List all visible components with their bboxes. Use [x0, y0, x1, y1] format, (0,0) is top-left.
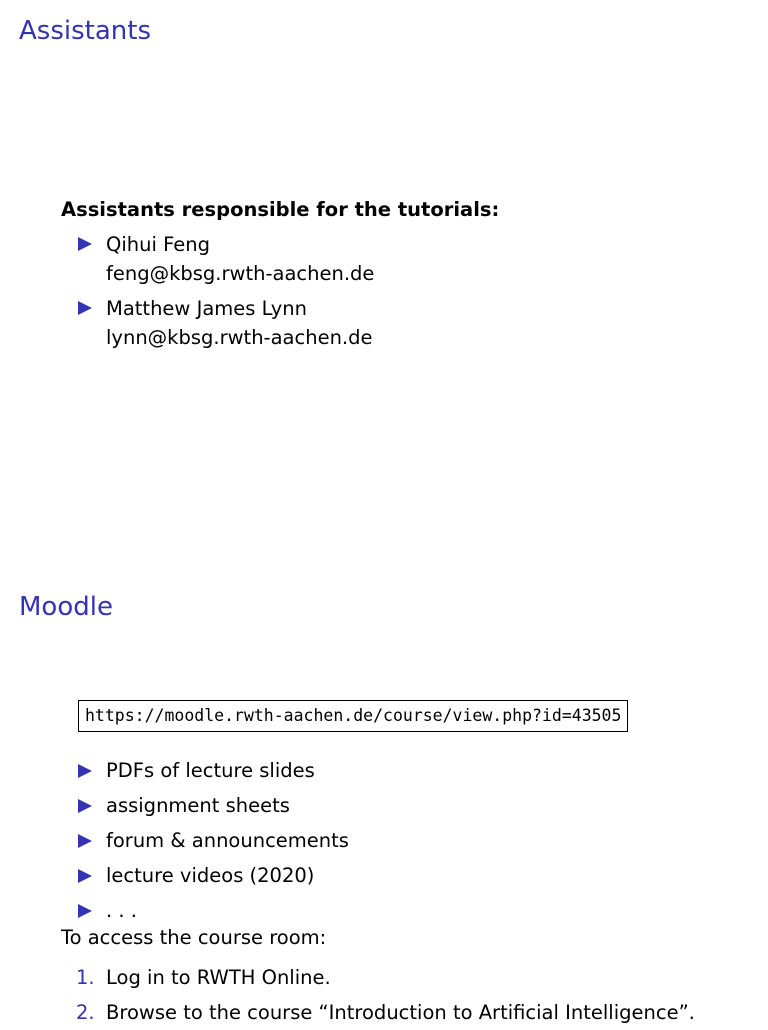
moodle-url-link[interactable]: https://moodle.rwth-aachen.de/course/view.php?id=43505 — [78, 700, 628, 732]
list-item-text: assignment sheets — [106, 794, 290, 817]
assistants-heading: Assistants responsible for the tutorials: — [61, 198, 500, 221]
list-item — [78, 753, 349, 788]
assistant-name: Qihui Feng — [106, 233, 210, 256]
list-item — [78, 788, 349, 823]
moodle-features-list — [78, 753, 349, 928]
assistant-name: Matthew James Lynn — [106, 297, 307, 320]
slide-title: Moodle — [19, 592, 113, 622]
list-item — [78, 230, 374, 288]
assistant-email[interactable]: feng@kbsg.rwth-aachen.de — [106, 262, 375, 285]
bullet-triangle-icon — [78, 834, 92, 848]
bullet-triangle-icon — [78, 799, 92, 813]
list-item-text: PDFs of lecture slides — [106, 759, 315, 782]
list-item — [78, 893, 349, 928]
bullet-triangle-icon — [78, 869, 92, 883]
slide-title: Assistants — [19, 16, 151, 46]
slide-moodle — [0, 576, 768, 1024]
access-intro: To access the course room: — [61, 926, 327, 949]
assistants-list — [78, 230, 374, 358]
bullet-triangle-icon — [78, 904, 92, 918]
bullet-triangle-icon — [78, 764, 92, 778]
list-item-text: . . . — [106, 899, 137, 922]
list-item — [78, 823, 349, 858]
list-item — [78, 858, 349, 893]
assistant-email[interactable]: lynn@kbsg.rwth-aachen.de — [106, 326, 373, 349]
list-item-text: forum & announcements — [106, 829, 349, 852]
step-item — [76, 960, 695, 995]
step-text: Log in to RWTH Online. — [106, 966, 331, 989]
step-number: 2. — [76, 1001, 95, 1024]
list-item-text: lecture videos (2020) — [106, 864, 315, 887]
step-item — [76, 995, 695, 1030]
list-item — [78, 294, 374, 352]
bullet-triangle-icon — [78, 301, 92, 315]
bullet-triangle-icon — [78, 237, 92, 251]
step-number: 1. — [76, 966, 95, 989]
step-text: Browse to the course “Introduction to Artificial Intelligence”. — [106, 1001, 695, 1024]
access-steps-list — [76, 960, 695, 1030]
